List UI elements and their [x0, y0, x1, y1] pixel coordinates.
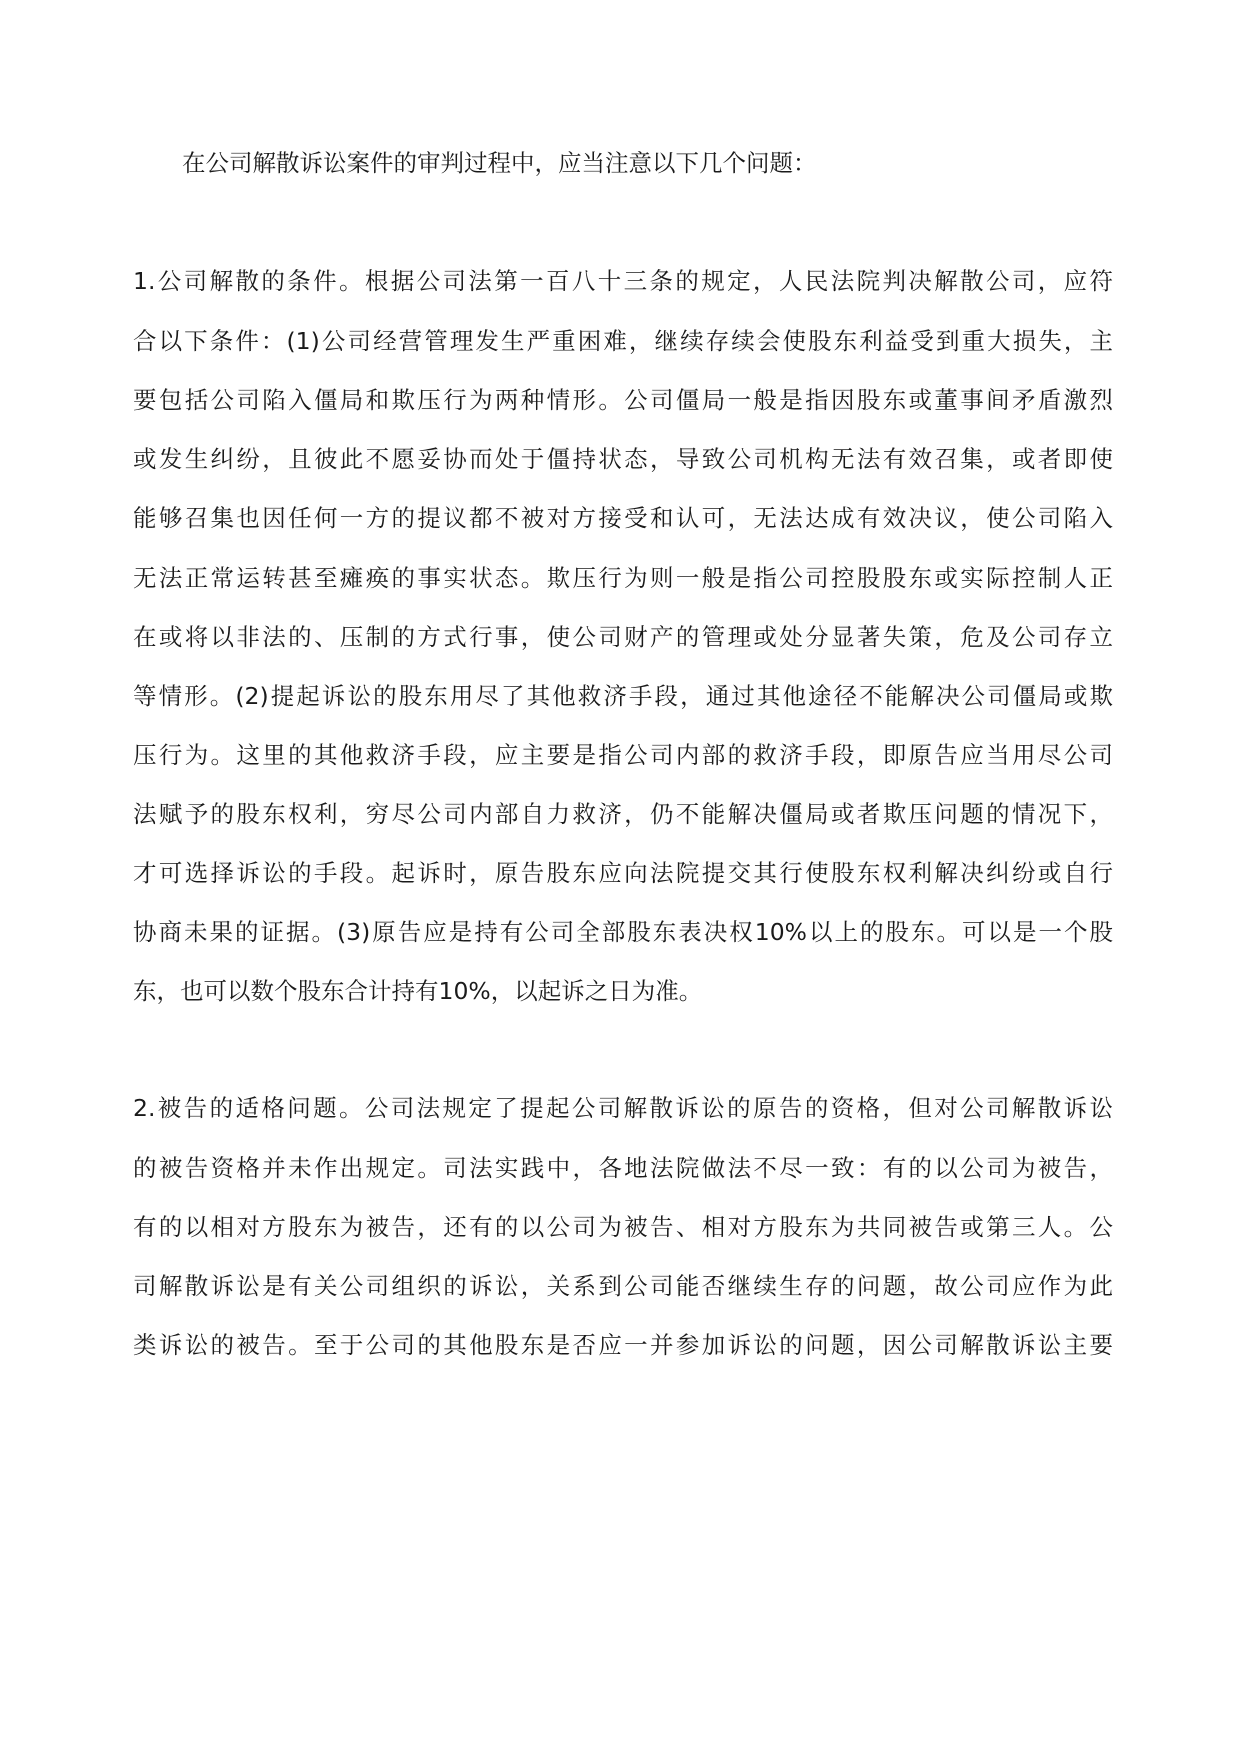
section-2-line: 2.被告的适格问题。公司法规定了提起公司解散诉讼的原告的资格，但对公司解散诉讼 [133, 1094, 1113, 1122]
section-1-line: 法赋予的股东权利，穷尽公司内部自力救济，仍不能解决僵局或者欺压问题的情况下， [133, 800, 1113, 828]
section-2-line: 有的以相对方股东为被告，还有的以公司为被告、相对方股东为共同被告或第三人。公 [133, 1213, 1113, 1241]
section-1-line: 无法正常运转甚至瘫痪的事实状态。欺压行为则一般是指公司控股股东或实际控制人正 [133, 564, 1113, 592]
section-1-line: 东，也可以数个股东合计持有10%，以起诉之日为准。 [133, 977, 703, 1005]
section-1-line: 能够召集也因任何一方的提议都不被对方接受和认可，无法达成有效决议，使公司陷入 [133, 504, 1113, 532]
section-2-line: 司解散诉讼是有关公司组织的诉讼，关系到公司能否继续生存的问题，故公司应作为此 [133, 1272, 1113, 1300]
section-1-line: 等情形。(2)提起诉讼的股东用尽了其他救济手段，通过其他途径不能解决公司僵局或欺 [133, 682, 1113, 710]
section-1-line: 要包括公司陷入僵局和欺压行为两种情形。公司僵局一般是指因股东或董事间矛盾激烈 [133, 386, 1113, 414]
section-2-line: 的被告资格并未作出规定。司法实践中，各地法院做法不尽一致：有的以公司为被告， [133, 1154, 1113, 1182]
section-1-line: 1.公司解散的条件。根据公司法第一百八十三条的规定，人民法院判决解散公司，应符 [133, 267, 1113, 295]
section-1-line: 在或将以非法的、压制的方式行事，使公司财产的管理或处分显著失策，危及公司存立 [133, 623, 1113, 651]
intro-paragraph: 在公司解散诉讼案件的审判过程中，应当注意以下几个问题： [182, 149, 817, 177]
section-1-line: 合以下条件：(1)公司经营管理发生严重困难，继续存续会使股东利益受到重大损失，主 [133, 327, 1113, 355]
section-2-line: 类诉讼的被告。至于公司的其他股东是否应一并参加诉讼的问题，因公司解散诉讼主要 [133, 1331, 1113, 1359]
section-1-line: 压行为。这里的其他救济手段，应主要是指公司内部的救济手段，即原告应当用尽公司 [133, 741, 1113, 769]
section-1-line: 协商未果的证据。(3)原告应是持有公司全部股东表决权10%以上的股东。可以是一个股 [133, 918, 1113, 946]
section-1-line: 才可选择诉讼的手段。起诉时，原告股东应向法院提交其行使股东权利解决纠纷或自行 [133, 859, 1113, 887]
section-1-line: 或发生纠纷，且彼此不愿妥协而处于僵持状态，导致公司机构无法有效召集，或者即使 [133, 445, 1113, 473]
